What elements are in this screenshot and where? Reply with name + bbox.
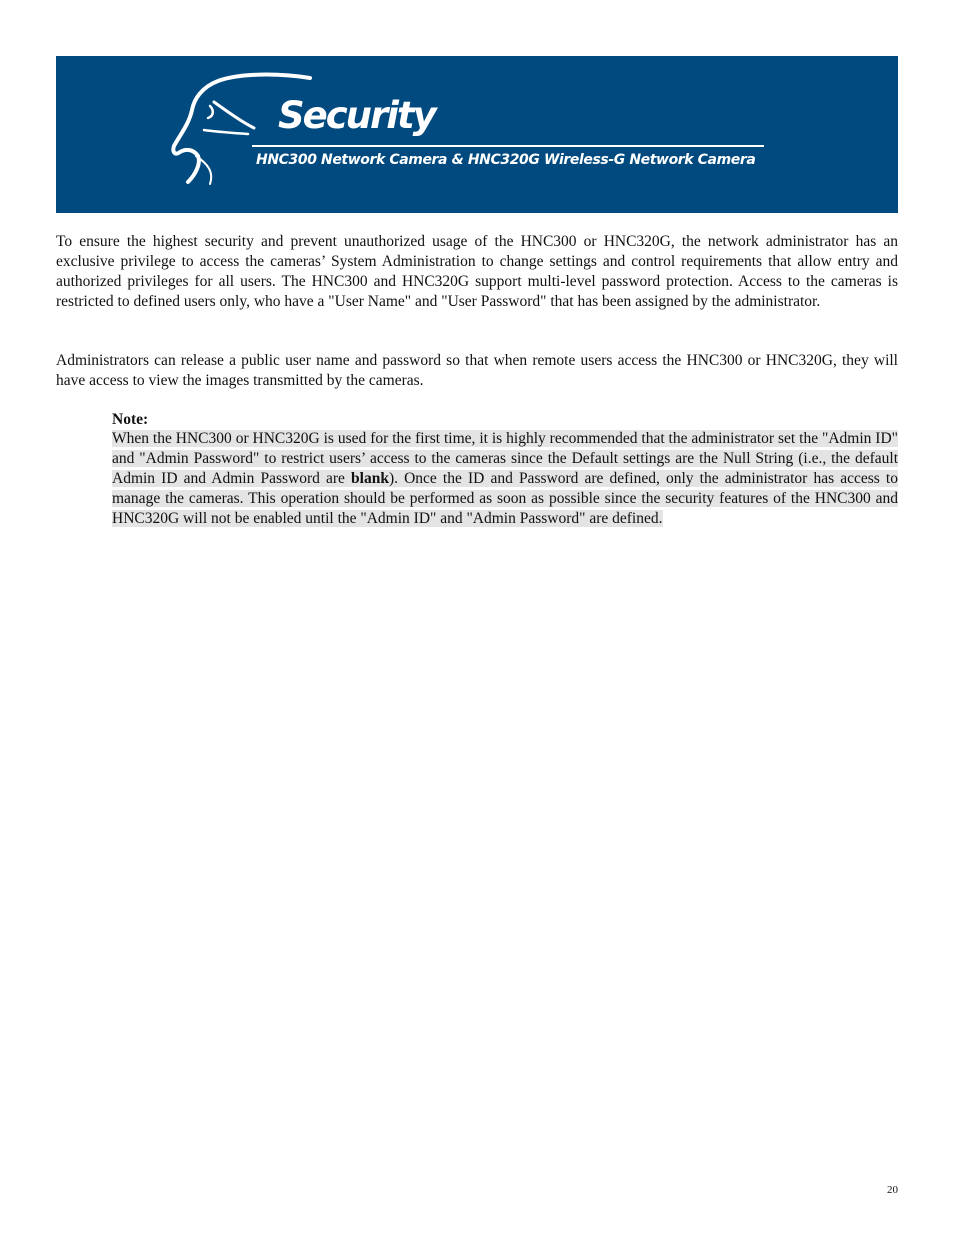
banner-subtitle: HNC300 Network Camera & HNC320G Wireless-G Network Camera: [256, 152, 756, 168]
public-access-paragraph: Administrators can release a public user name and password so that when remote users access the HNC300 or HNC320G, they will have access to view the images transmitted by the cameras.: [56, 352, 898, 389]
intro-paragraph: To ensure the highest security and prevent unauthorized usage of the HNC300 or HNC320G, the network administrator has an exclusive privilege to access the cameras’ System Administration to change settings and control requirements that allow entry and authorized privileges for all users. The HNC300 and HNC320G support multi-level password protection. Access to the cameras is restricted to defined users only, who have a "User Name" and "User Password" that has been assigned by the administrator.: [56, 233, 898, 310]
note-bold-blank: blank: [351, 470, 389, 487]
note-text-before: When the HNC300 or HNC320G is used for the first time, it is highly recommended that the administrator set the "Admin ID" and "Admin Password" to restrict users’ access to the cameras since the Default settings are the Null String (i.e., the default Admin ID and Admin Password are: [112, 430, 898, 487]
note-label: Note:: [112, 411, 149, 428]
note-text: [112, 429, 898, 529]
security-banner: [56, 56, 898, 213]
note-text-after: ). Once the ID and Password are defined, only the administrator has access to manage the cameras. This operation should be performed as soon as possible since the security features of the HNC300 and HNC320G will not be enabled until the "Admin ID" and "Admin Password" are defined.: [112, 470, 898, 527]
page-number: 20: [887, 1184, 898, 1196]
banner-title: Security: [278, 94, 435, 137]
banner-divider: [252, 145, 764, 147]
